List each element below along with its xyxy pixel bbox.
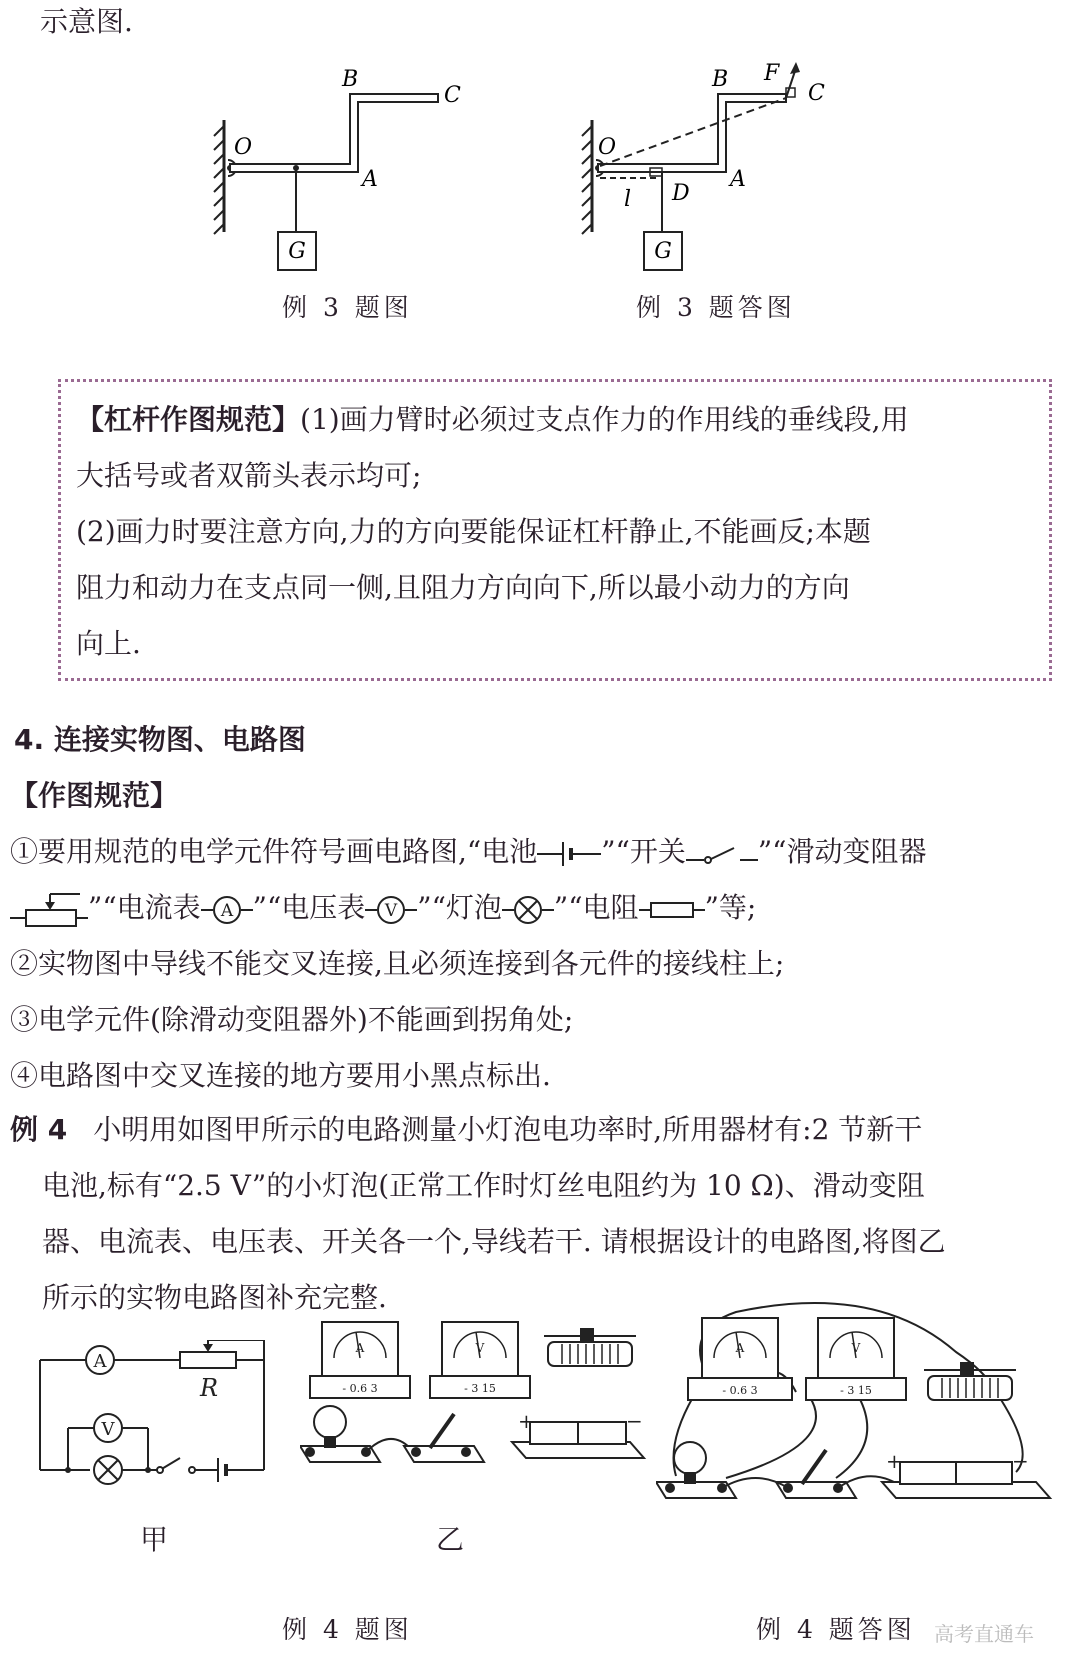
example4-line1 xyxy=(10,1110,922,1150)
battery-device-icon xyxy=(512,1409,644,1458)
circuit-label-r: R xyxy=(200,1374,219,1402)
rheostat-symbol-icon xyxy=(10,890,88,930)
example3-answer-figure xyxy=(568,60,868,285)
answer-ammeter-scale: - 0.6 3 xyxy=(722,1384,758,1397)
watermark: 高考直通车 xyxy=(934,1622,1034,1646)
lamp-device-icon xyxy=(300,1406,380,1462)
battery-plus-label: + xyxy=(518,1409,535,1433)
lever-box-line5: 向上. xyxy=(76,627,141,660)
switch-symbol-icon xyxy=(686,840,758,868)
lever-box-line3: (2)画力时要注意方向,力的方向要能保证杠杆静止,不能画反;本题 xyxy=(76,515,871,548)
example3-answer-caption: 例 3 题答图 xyxy=(636,293,796,322)
fig-yi-label: 乙 xyxy=(436,1523,465,1556)
item1-text-f: ”“灯泡 xyxy=(417,891,502,924)
example4-line1-text: 小明用如图甲所示的电路测量小灯泡电功率时,所用器材有:2 节新干 xyxy=(93,1113,923,1146)
example4-answer-figure xyxy=(656,1292,1066,1528)
section4-item1-line1 xyxy=(10,832,927,872)
section4-heading: 4. 连接实物图、电路图 xyxy=(14,723,306,756)
item1-text-h: ”等; xyxy=(704,891,757,924)
label-f-answer: F xyxy=(764,61,780,86)
voltmeter-device-icon xyxy=(430,1322,530,1398)
lever-box-line1 xyxy=(76,398,909,438)
ammeter-symbol-icon xyxy=(201,894,253,926)
example4-question-caption: 例 4 题图 xyxy=(282,1615,413,1644)
fig-jia-label: 甲 xyxy=(140,1523,169,1556)
section4-item4: ④电路图中交叉连接的地方要用小黑点标出. xyxy=(10,1059,551,1092)
label-b: B xyxy=(342,67,359,92)
answer-voltmeter-scale: - 3 15 xyxy=(840,1384,872,1397)
label-b-answer: B xyxy=(712,67,729,92)
top-text: 示意图. xyxy=(40,5,133,38)
svg-text:A: A xyxy=(735,1341,745,1355)
circuit-label-a: A xyxy=(93,1351,107,1372)
voltmeter-symbol-icon xyxy=(365,894,417,926)
example4-answer-caption: 例 4 题答图 xyxy=(756,1615,916,1644)
example4-line3: 器、电流表、电压表、开关各一个,导线若干. 请根据设计的电路图,将图乙 xyxy=(42,1225,946,1258)
label-c: C xyxy=(444,83,461,108)
section4-norm-heading: 【作图规范】 xyxy=(10,779,179,812)
svg-text:V: V xyxy=(385,900,398,921)
label-g: G xyxy=(288,239,306,264)
example3-question-figure xyxy=(200,60,500,285)
answer-battery-minus-label: − xyxy=(1012,1449,1029,1473)
circuit-label-v: V xyxy=(101,1419,115,1440)
voltmeter-scale: - 3 15 xyxy=(464,1382,496,1395)
svg-text:V: V xyxy=(475,1341,485,1355)
lamp-symbol-icon xyxy=(502,894,554,926)
label-o-answer: O xyxy=(598,135,617,160)
section4-item1-line2 xyxy=(10,888,756,930)
svg-text:A: A xyxy=(355,1341,365,1355)
example4-line2: 电池,标有“2.5 V”的小灯泡(正常工作时灯丝电阻约为 10 Ω)、滑动变阻 xyxy=(42,1169,925,1202)
label-a-answer: A xyxy=(730,167,746,192)
section4-item3: ③电学元件(除滑动变阻器外)不能画到拐角处; xyxy=(10,1003,574,1036)
physical-components-yi xyxy=(300,1318,670,1528)
label-d-answer: D xyxy=(672,181,690,206)
resistor-symbol-icon xyxy=(639,896,705,924)
label-g-answer: G xyxy=(654,239,672,264)
switch-device-icon xyxy=(404,1414,484,1462)
svg-text:A: A xyxy=(220,900,233,921)
battery-minus-label: − xyxy=(626,1409,643,1433)
item1-text-c: ”“滑动变阻器 xyxy=(757,835,927,868)
item1-text-b: ”“开关 xyxy=(601,835,686,868)
lever-box-line2: 大括号或者双箭头表示均可; xyxy=(76,459,422,492)
example4-label: 例 4 xyxy=(10,1113,68,1146)
svg-text:V: V xyxy=(851,1341,861,1355)
rheostat-device-icon xyxy=(544,1328,636,1366)
ammeter-device-icon xyxy=(310,1322,410,1398)
section4-item2: ②实物图中导线不能交叉连接,且必须连接到各元件的接线柱上; xyxy=(10,947,785,980)
item1-text-e: ”“电压表 xyxy=(252,891,366,924)
item1-text-d: ”“电流表 xyxy=(88,891,201,924)
example4-line4: 所示的实物电路图补充完整. xyxy=(42,1281,387,1314)
battery-symbol-icon xyxy=(537,840,601,868)
answer-battery-plus-label: + xyxy=(886,1449,903,1473)
item1-text-a: ①要用规范的电学元件符号画电路图,“电池 xyxy=(10,835,538,868)
label-c-answer: C xyxy=(808,81,825,106)
lever-box-line4: 阻力和动力在支点同一侧,且阻力方向向下,所以最小动力的方向 xyxy=(76,571,850,604)
label-l-answer: l xyxy=(624,187,632,212)
ammeter-scale: - 0.6 3 xyxy=(342,1382,378,1395)
example3-question-caption: 例 3 题图 xyxy=(282,293,413,322)
label-o: O xyxy=(234,135,253,160)
circuit-diagram-jia xyxy=(30,1340,290,1520)
lever-box-line1-rest: (1)画力臂时必须过支点作力的作用线的垂线段,用 xyxy=(300,403,909,436)
lever-box-heading: 【杠杆作图规范】 xyxy=(76,403,301,436)
item1-text-g: ”“电阻 xyxy=(553,891,639,924)
label-a: A xyxy=(362,167,378,192)
